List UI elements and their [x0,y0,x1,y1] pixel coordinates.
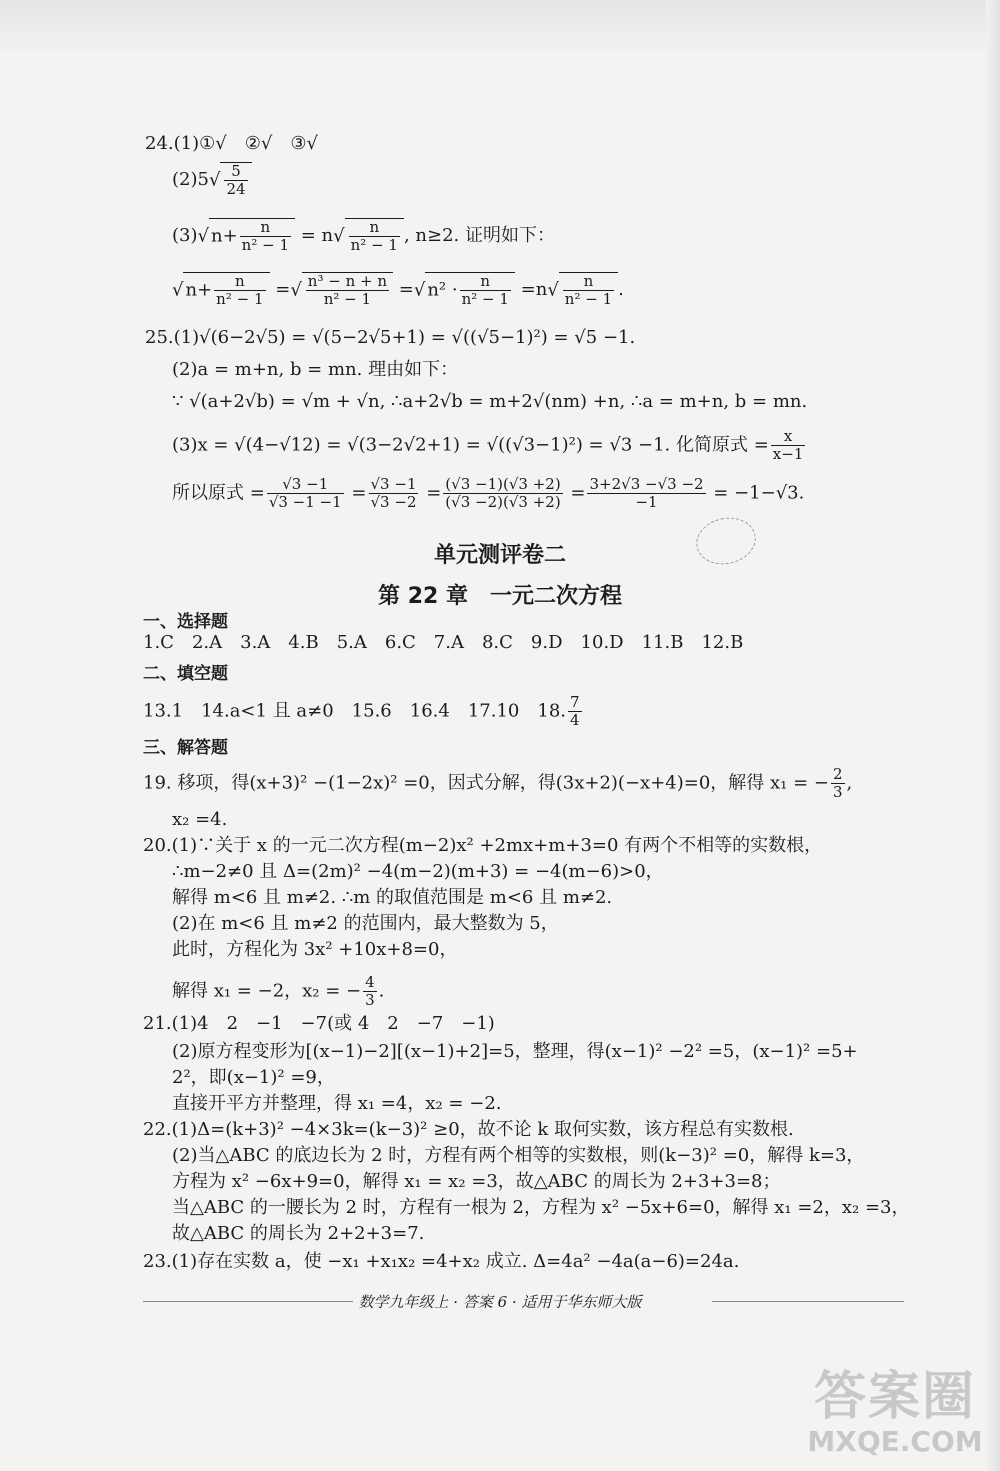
q20-line5: 此时，方程化为 3x² +10x+8=0， [172,939,458,960]
scan-shadow-top [0,0,1000,52]
q20-line3: 解得 m<6 且 m≠2. ∴m 的取值范围是 m<6 且 m≠2. [172,887,613,908]
q22-line3: 方程为 x² −6x+9=0，解得 x₁ = x₂ =3，故△ABC 的周长为 2+3+3=8； [172,1171,781,1192]
q25-part3: (3)x = √(4−√12) = √(3−2√2+1) = √((√3−1)²) = √3 −1. 化简原式 = $\frac{x}{x-1}$ [172,427,804,463]
sqrt-symbol: √ $\frac{5}{24}$ [209,162,252,198]
q25-part2: (2)a = m+n, b = mn. 理由如下： [172,359,459,380]
section-fill-heading: 二、填空题 [143,664,228,684]
q25-part2-reason: ∵ √(a+2√b) = √m + √n, ∴a+2√b = m+2√(nm) +n, ∴a = m+n, b = mn. [172,391,808,412]
scan-shadow-right [986,0,1000,1471]
q24-part2: (2)5√ $\frac{5}{24}$ [172,162,252,198]
fraction: $\frac{5}{24}$ [226,162,246,198]
watermark-logo: 答案圈 MXQE.COM [807,1367,983,1458]
q24-proof: √ n+ $\frac{n}{\text{n² − 1}}$ =√ $\frac{\text{n³ − n + n}}{\text{n² − 1}}$ =√ n² · $\frac{n}{\text{n² − 1}}$ =n√ $\frac{n}{\text{n² − 1}}$ . [172,272,624,308]
q22-line5: 故△ABC 的周长为 2+2+3=7. [172,1223,425,1244]
q21-line2: (2)原方程变形为[(x−1)−2][(x−1)+2]=5，整理，得(x−1)² −2² =5，(x−1)² =5+ [172,1041,858,1062]
q21-line4: 直接开平方并整理，得 x₁ =4，x₂ = −2. [172,1093,502,1114]
q21-line3: 2²，即(x−1)² =9， [172,1067,335,1088]
q20-line4: (2)在 m<6 且 m≠2 的范围内，最大整数为 5， [172,913,559,934]
unit-title: 单元测评卷二 [433,543,566,568]
q22-line4: 当△ABC 的一腰长为 2 时，方程有一根为 2，方程为 x² −5x+6=0，解得 x₁ =2，x₂ =3， [172,1197,910,1218]
q25-result: 所以原式 = $\frac{√3 -1}{√3 -1 -1}$ = $\frac{√3 -1}{√3 -2}$ = $\frac{(√3 -1)(√3 +2)}{(√3 -2)(√3 +2)}$ = $\frac{3+2√3 -√3 -2}{-1}$ = −1−√3. [172,475,805,511]
page-footer: 数学九年级上 · 答案 6 · 适用于华东师大版 [358,1293,642,1311]
q20-line1: 20.(1)∵关于 x 的一元二次方程(m−2)x² +2mx+m+3=0 有两个不相等的实数根， [143,835,823,856]
q20-line6: 解得 x₁ = −2，x₂ = − $\frac{4}{3}$ . [172,973,385,1009]
section-choice-heading: 一、选择题 [143,612,228,632]
chapter-title: 第 22 章 一元二次方程 [378,584,622,609]
q25-part1: 25.(1)√(6−2√5) = √(5−2√5+1) = √((√5−1)²) = √5 −1. [145,327,636,348]
fill-answers: 13.1 14.a<1 且 a≠0 15.6 16.4 17.10 18. $\frac{7}{4}$ [143,693,580,729]
q21-line1: 21.(1)4 2 −1 −7(或 4 2 −7 −1) [143,1013,495,1034]
fraction: $\frac{7}{4}$ [570,693,580,729]
q22-line2: (2)当△ABC 的底边长为 2 时，方程有两个相等的实数根，则(k−3)² =0，解得 k=3， [172,1145,865,1166]
q23-line1: 23.(1)存在实数 a，使 −x₁ +x₁x₂ =4+x₂ 成立. Δ=4a² −4a(a−6)=24a. [143,1251,740,1272]
q20-line2: ∴m−2≠0 且 Δ=(2m)² −4(m−2)(m+3) = −4(m−6)>0， [172,861,664,882]
fraction: $\frac{x}{x-1}$ [772,427,804,463]
q24-part1: 24.(1)①√ ②√ ③√ [145,133,318,154]
choice-answers: 1.C 2.A 3.A 4.B 5.A 6.C 7.A 8.C 9.D 10.D 11.B 12.B [143,632,744,653]
q19-line1: 19. 移项，得(x+3)² −(1−2x)² =0，因式分解，得(3x+2)(−x+4)=0，解得 x₁ = − $\frac{2}{3}$ , [143,765,853,801]
q22-line1: 22.(1)Δ=(k+3)² −4×3k=(k−3)² ≥0，故不论 k 取何实数，该方程总有实数根. [143,1119,794,1140]
q19-line2: x₂ =4. [172,809,228,830]
q24-part3: (3)√ n+ $\frac{n}{\text{n² − 1}}$ = n√ $\frac{n}{\text{n² − 1}}$ , n≥2. 证明如下： [172,218,555,254]
section-solve-heading: 三、解答题 [143,738,228,758]
